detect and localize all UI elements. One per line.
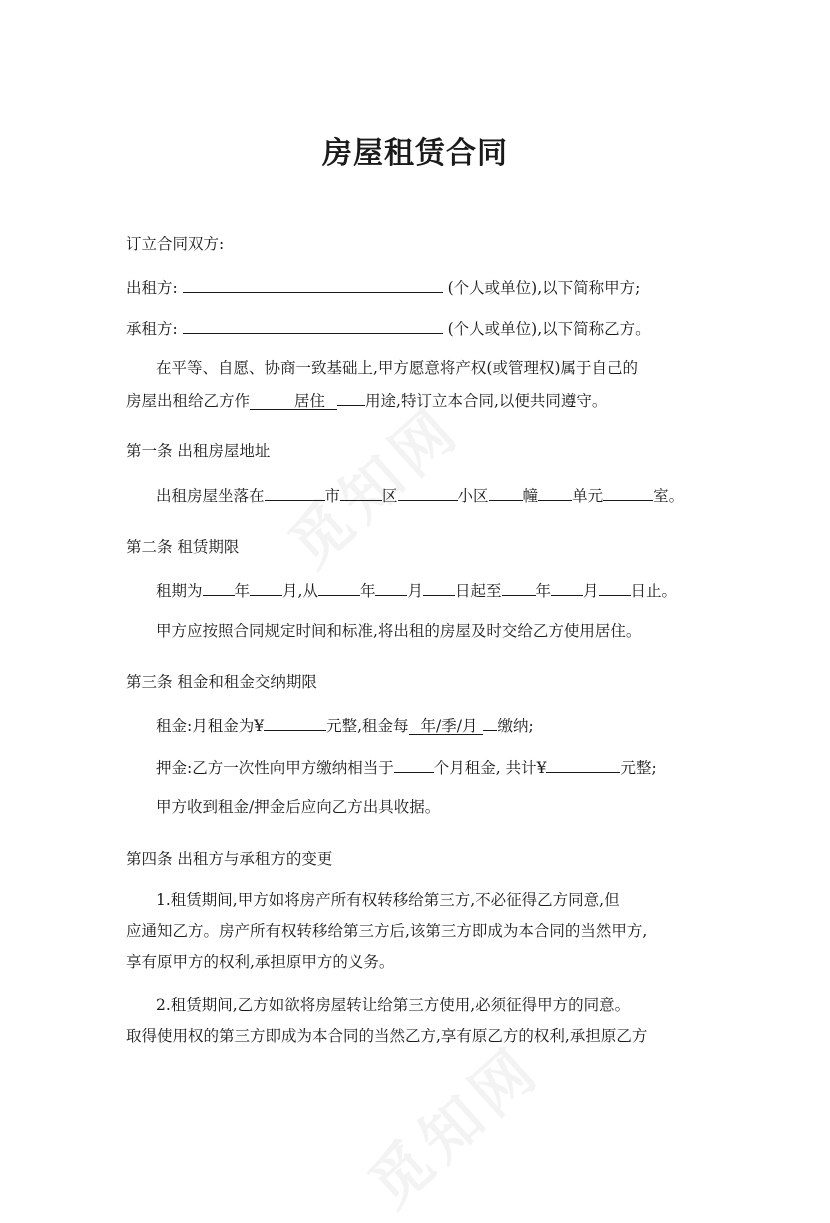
lessor-line <box>126 276 640 298</box>
deposit-text: 元整; <box>620 759 657 777</box>
article4-heading: 第四条 出租方与承租方的变更 <box>126 850 333 868</box>
article3-heading: 第三条 租金和租金交纳期限 <box>126 673 317 691</box>
district-label: 区 <box>382 487 398 505</box>
handover-line: 甲方应按照合同规定时间和标准,将出租的房屋及时交给乙方使用居住。 <box>156 622 642 640</box>
term-line <box>156 579 677 601</box>
rent-amount-blank[interactable] <box>264 714 326 731</box>
clause1-line2: 应通知乙方。房产所有权转移给第三方后,该第三方即成为本合同的当然甲方, <box>126 922 648 940</box>
room-blank[interactable] <box>603 484 653 501</box>
building-blank[interactable] <box>489 484 523 501</box>
lessor-label: 出租方: <box>126 279 178 297</box>
receipt-line: 甲方收到租金/押金后应向乙方出具收据。 <box>156 798 441 816</box>
start-year-blank[interactable] <box>318 579 360 596</box>
intro-text: 房屋出租给乙方作 <box>126 392 251 410</box>
unit-blank[interactable] <box>538 484 572 501</box>
unit-label: 单元 <box>572 487 604 505</box>
lessor-blank[interactable] <box>183 276 443 293</box>
lessee-suffix: (个人或单位),以下简称乙方。 <box>447 320 651 338</box>
watermark <box>347 1023 556 1223</box>
month-label: 月 <box>583 582 599 600</box>
document-title: 房屋租赁合同 <box>322 136 508 171</box>
clause2-line2: 取得使用权的第三方即成为本合同的当然乙方,享有原乙方的权利,承担原乙方 <box>126 1027 648 1045</box>
rent-text: 缴纳; <box>497 717 534 735</box>
deposit-label: 押金:乙方一次性向甲方缴纳相当于 <box>156 759 394 777</box>
clause2-line1: 2.租赁期间,乙方如欲将房屋转让给第三方使用,必须征得甲方的同意。 <box>156 996 631 1014</box>
term-months-blank[interactable] <box>250 579 282 596</box>
intro-text: 用途,特订立本合同,以便共同遵守。 <box>365 392 608 410</box>
deposit-text: 个月租金, 共计¥ <box>433 759 547 777</box>
year-label: 年 <box>359 582 376 600</box>
clause1-line3: 享有原甲方的权利,承担原甲方的义务。 <box>126 953 395 971</box>
rent-label: 租金:月租金为¥ <box>156 717 265 735</box>
lessee-label: 承租方: <box>126 320 178 338</box>
term-label: 租期为 <box>156 582 203 600</box>
term-years-blank[interactable] <box>203 579 235 596</box>
article1-heading: 第一条 出租房屋地址 <box>126 442 271 460</box>
lessee-line <box>126 317 651 339</box>
community-label: 小区 <box>457 487 489 505</box>
end-label: 日止。 <box>630 582 678 600</box>
intro-paragraph-line2 <box>126 389 607 411</box>
year-label: 年 <box>535 582 552 600</box>
year-label: 年 <box>234 582 251 600</box>
district-blank[interactable] <box>340 484 382 501</box>
watermark <box>267 383 476 583</box>
deposit-months-blank[interactable] <box>394 756 434 773</box>
deposit-amount-blank[interactable] <box>546 756 620 773</box>
room-label: 室。 <box>653 487 685 505</box>
rent-line <box>156 714 534 736</box>
deposit-line <box>156 756 657 778</box>
month-label: 月 <box>407 582 423 600</box>
city-blank[interactable] <box>265 484 325 501</box>
address-label: 出租房屋坐落在 <box>156 487 265 505</box>
address-line <box>156 484 684 506</box>
start-label: 日起至 <box>455 582 502 600</box>
lessor-suffix: (个人或单位),以下简称甲方; <box>447 279 641 297</box>
rent-period-field[interactable]: 年/季/月 <box>409 718 484 735</box>
usage-blank[interactable]: 居住 <box>250 393 337 410</box>
rent-period-tail[interactable] <box>483 714 497 731</box>
end-day-blank[interactable] <box>599 579 631 596</box>
intro-paragraph-line1: 在平等、自愿、协商一致基础上,甲方愿意将产权(或管理权)属于自己的 <box>156 359 639 377</box>
building-label: 幢 <box>522 487 539 505</box>
city-label: 市 <box>324 487 341 505</box>
rent-text: 元整,租金每 <box>326 717 409 735</box>
month-from-label: 月,从 <box>282 582 318 600</box>
article2-heading: 第二条 租赁期限 <box>126 538 240 556</box>
end-year-blank[interactable] <box>502 579 536 596</box>
start-day-blank[interactable] <box>423 579 455 596</box>
lessee-blank[interactable] <box>183 317 443 334</box>
end-month-blank[interactable] <box>551 579 583 596</box>
start-month-blank[interactable] <box>375 579 407 596</box>
clause1-line1: 1.租赁期间,甲方如将房产所有权转移给第三方,不必征得乙方同意,但 <box>156 891 620 909</box>
parties-label: 订立合同双方: <box>126 235 225 253</box>
community-blank[interactable] <box>398 484 458 501</box>
usage-blank-tail[interactable] <box>337 389 365 406</box>
